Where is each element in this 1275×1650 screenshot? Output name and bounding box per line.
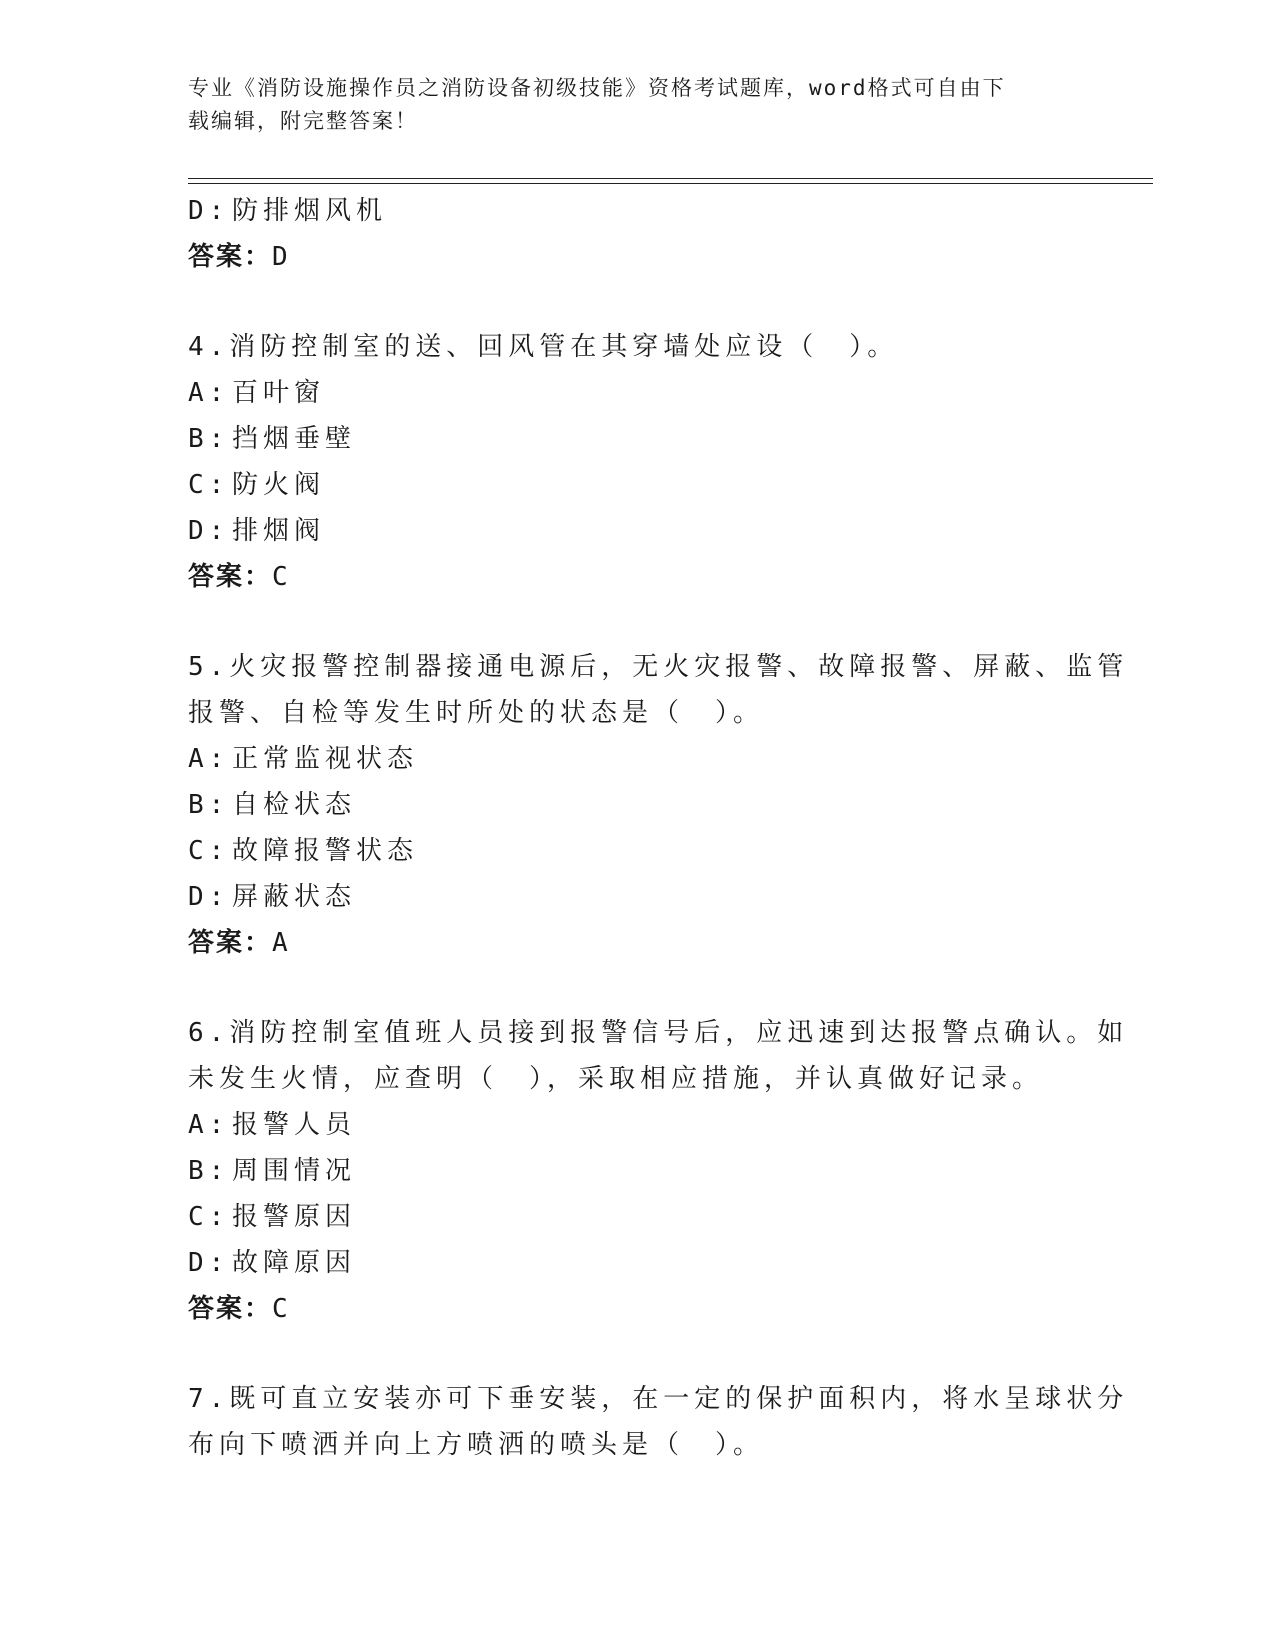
answer-label: 答案：: [188, 1294, 273, 1324]
option-key: D:: [188, 516, 230, 546]
question-stem: 4.消防控制室的送、回风管在其穿墙处应设（ ）。: [188, 332, 899, 362]
question-5: [188, 644, 1129, 966]
answer-label: 答案：: [188, 928, 273, 958]
option-key: B:: [188, 424, 230, 454]
option-key: C:: [188, 1202, 230, 1232]
option-text: 百叶窗: [232, 378, 326, 408]
option-b: [188, 782, 1068, 828]
header-line-2: 载编辑，附完整答案！: [188, 109, 418, 133]
question-stem-line-1: 7.既可直立安装亦可下垂安装，在一定的保护面积内，将水呈球状分: [188, 1384, 1129, 1414]
option-text: 故障原因: [232, 1248, 357, 1278]
document-header: [188, 72, 1068, 138]
option-text: 故障报警状态: [232, 836, 419, 866]
answer-value: A: [272, 928, 290, 958]
option-b: [188, 416, 1068, 462]
answer: [188, 554, 1068, 600]
option-key: C:: [188, 470, 230, 500]
option-key: B:: [188, 1156, 230, 1186]
option-text: 报警人员: [232, 1110, 357, 1140]
option-key: C:: [188, 836, 230, 866]
option-text: 排烟阀: [232, 516, 326, 546]
option-text: 正常监视状态: [232, 744, 419, 774]
question-stem-line-1: 5.火灾报警控制器接通电源后，无火灾报警、故障报警、屏蔽、监管: [188, 652, 1129, 682]
option-text: 挡烟垂壁: [232, 424, 357, 454]
question-stem-line-2: 未发生火情，应查明（ ），采取相应措施，并认真做好记录。: [188, 1064, 1044, 1094]
option-text: 周围情况: [232, 1156, 357, 1186]
option-text: 屏蔽状态: [232, 882, 357, 912]
option-key: A:: [188, 378, 230, 408]
question-stem-line-2: 布向下喷洒并向上方喷洒的喷头是（ ）。: [188, 1430, 765, 1460]
option-text: 防排烟风机: [232, 196, 388, 226]
option-d: [188, 874, 1068, 920]
answer-label: 答案：: [188, 562, 273, 592]
answer-value: C: [272, 562, 290, 592]
option-key: D:: [188, 882, 230, 912]
option-b: [188, 1148, 1068, 1194]
question-6: [188, 1010, 1129, 1332]
option-a: [188, 736, 1068, 782]
option-text: 报警原因: [232, 1202, 357, 1232]
option-d: [188, 508, 1068, 554]
q3-answer: [188, 234, 1068, 280]
option-c: [188, 828, 1068, 874]
option-key: A:: [188, 1110, 230, 1140]
question-4: [188, 324, 1068, 600]
option-c: [188, 462, 1068, 508]
option-key: B:: [188, 790, 230, 820]
answer-label: 答案：: [188, 242, 273, 272]
answer: [188, 920, 1068, 966]
option-a: [188, 370, 1068, 416]
question-list: [188, 188, 1129, 1468]
question-stem-line-2: 报警、自检等发生时所处的状态是（ ）。: [188, 698, 765, 728]
header-divider-bottom: [188, 183, 1153, 184]
option-a: [188, 1102, 1068, 1148]
question-stem-line-1: 6.消防控制室值班人员接到报警信号后，应迅速到达报警点确认。如: [188, 1018, 1129, 1048]
option-text: 防火阀: [232, 470, 326, 500]
option-d: [188, 1240, 1068, 1286]
answer-value: D: [272, 242, 290, 272]
option-key: A:: [188, 744, 230, 774]
header-line-1: 专业《消防设施操作员之消防设备初级技能》资格考试题库，word格式可自由下: [188, 76, 1006, 100]
option-key: D:: [188, 1248, 230, 1278]
answer: [188, 1286, 1068, 1332]
header-divider-top: [188, 178, 1153, 179]
option-c: [188, 1194, 1068, 1240]
option-key: D:: [188, 196, 230, 226]
question-7: [188, 1376, 1129, 1468]
answer-value: C: [272, 1294, 290, 1324]
q3-option-d: [188, 188, 1068, 234]
option-text: 自检状态: [232, 790, 357, 820]
